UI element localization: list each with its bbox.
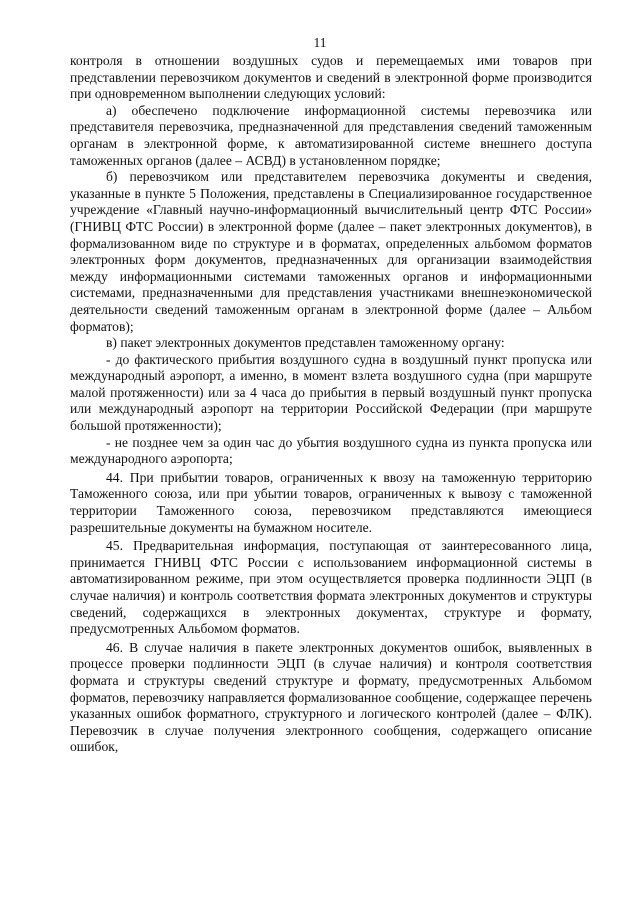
paragraph: 45. Предварительная информация, поступающая от заинтересованного лица, принимается ГНИВЦ ФТС России с использованием информационной системы в автоматизированном режиме, при этом осуществляется проверка подлинности ЭЦП (в случае наличия) и контроль соответствия формата электронных документов и структуры сведений, содержащихся в электронных документах, структуре и формату, предусмотренных Альбомом форматов. [70,538,592,637]
paragraph: 44. При прибытии товаров, ограниченных к ввозу на таможенную территорию Таможенного союза, или при убытии товаров, ограниченных к вывозу с таможенной территории Таможенного союза, перевозчиком представляются имеющиеся разрешительные документы на бумажном носителе. [70,469,592,535]
paragraph: - до фактического прибытия воздушного судна в воздушный пункт пропуска или международный аэропорт, а именно, в момент взлета воздушного судна (при маршруте малой протяженности) или за 4 часа до прибытия в первый воздушный пункт пропуска или международный аэропорт на территории Российской Федерации (при маршруте большой протяженности); [70,351,592,434]
body-text [70,53,592,756]
paragraph: в) пакет электронных документов представлен таможенному органу: [106,335,505,351]
paragraph: контроля в отношении воздушных судов и перемещаемых ими товаров при представлении перевозчиком документов и сведений в электронной форме производится при одновременном выполнении следующих условий: [70,53,592,102]
paragraph: 46. В случае наличия в пакете электронных документов ошибок, выявленных в процессе проверки подлинности ЭЦП (в случае наличия) и контроля соответствия формата и структуры сведений структуре и формату, предусмотренных Альбомом форматов, перевозчику направляется формализованное сообщение, содержащее перечень указанных ошибок форматного, структурного и логического контролей (далее – ФЛК). Перевозчик в случае получения электронного сообщения, содержащего описание ошибок, [70,639,592,755]
paragraph: б) перевозчиком или представителем перевозчика документы и сведения, указанные в пункте 5 Положения, представлены в Специализированное государственное учреждение «Главный научно-информационный вычислительный центр ФТС России» (ГНИВЦ ФТС России) в электронной форме (далее – пакет электронных документов), в формализованном виде по структуре и в форматах, определенных альбомом форматов электронных форм документов, предназначенных для организации взаимодействия между информационными системами таможенных органов и информационными системами, предназначенными для представления участниками внешнеэкономической деятельности сведений таможенным органам в электронной форме (далее – Альбом форматов); [70,169,592,334]
page-number: 11 [313,35,327,50]
paragraph: а) обеспечено подключение информационной системы перевозчика или представителя перевозчика, предназначенной для представления сведений таможенным органам в электронной форме, к автоматизированной системе внешнего доступа таможенных органов (далее – АСВД) в установленном порядке; [70,102,592,168]
paragraph: - не позднее чем за один час до убытия воздушного судна из пункта пропуска или международного аэропорта; [70,434,592,467]
